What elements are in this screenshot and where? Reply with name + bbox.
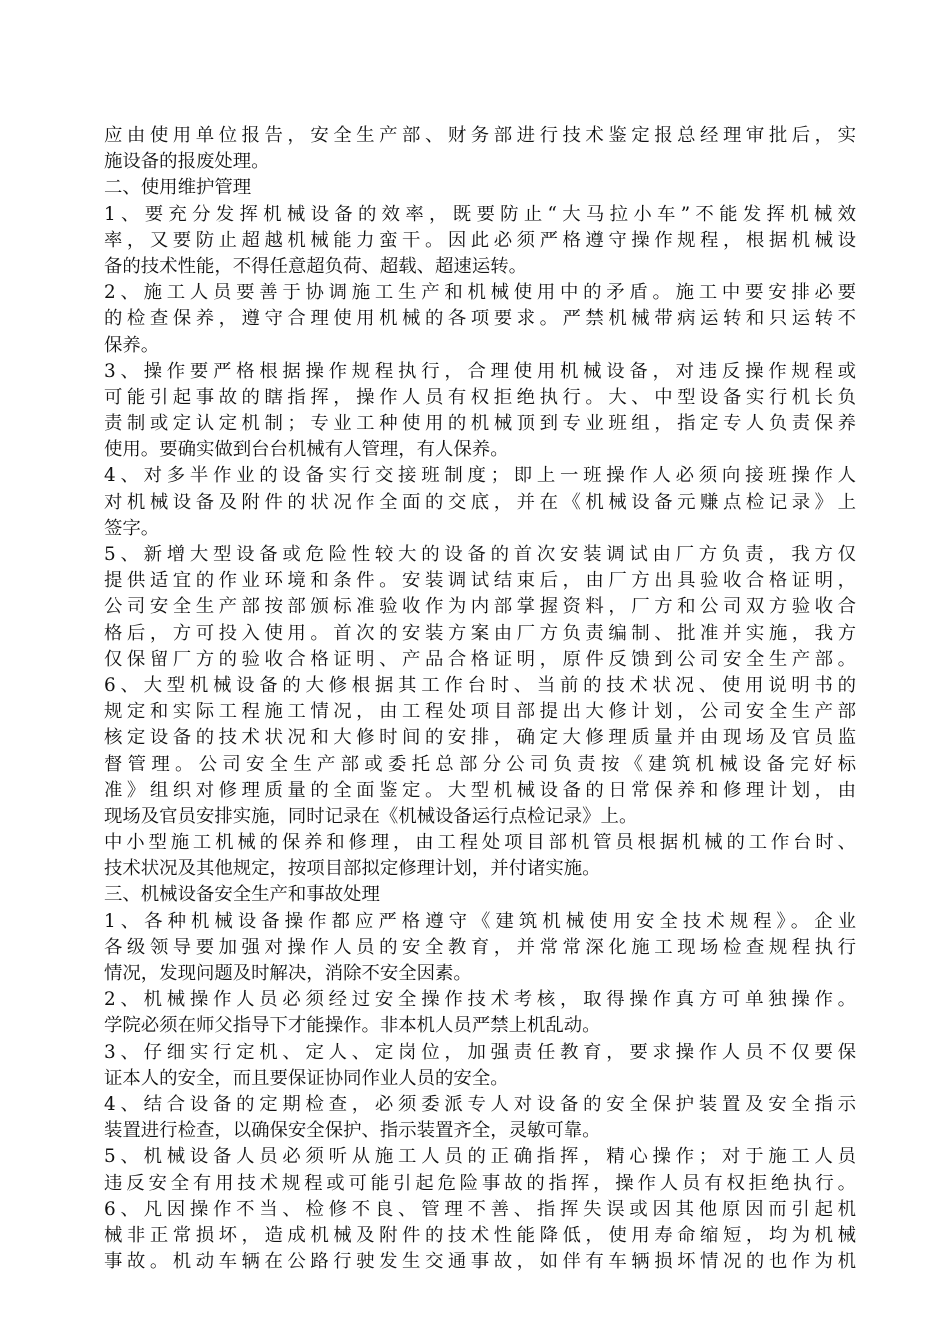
- text-line: 提供适宜的作业环境和条件。安装调试结束后，由厂方出具验收合格证明，: [104, 570, 856, 592]
- text-line: 使用。要确实做到台台机械有人管理，有人保养。: [104, 439, 509, 461]
- text-line: 6、凡因操作不当、检修不良、管理不善、指挥失误或因其他原因而引起机: [104, 1198, 856, 1220]
- text-line: 各级领导要加强对操作人员的安全教育，并常常深化施工现场检查规程执行: [104, 936, 856, 958]
- text-line: 情况，发现问题及时解决，消除不安全因素。: [104, 963, 472, 984]
- text-line: 应由使用单位报告，安全生产部、财务部进行技术鉴定报总经理审批后，实: [104, 125, 856, 146]
- text-line: 仅保留厂方的验收合格证明、产品合格证明，原件反馈到公司安全生产部。: [104, 648, 856, 670]
- text-line: 4、结合设备的定期检查，必须委派专人对设备的安全保护装置及安全指示: [104, 1093, 856, 1115]
- text-line: 4、对多半作业的设备实行交接班制度；即上一班操作人必须向接班操作人: [104, 465, 856, 487]
- text-line: 三、机械设备安全生产和事故处理: [104, 884, 380, 906]
- text-line: 二、使用维护管理: [104, 177, 252, 199]
- text-line: 违反安全有用技术规程或可能引起危险事故的指挥，操作人员有权拒绝执行。: [104, 1172, 856, 1194]
- text-line: 公司安全生产部按部颁标准验收作为内部掌握资料，厂方和公司双方验收合: [104, 596, 856, 618]
- text-line: 规定和实际工程施工情况，由工程处项目部提出大修计划，公司安全生产部: [104, 701, 856, 723]
- text-line: 5、新增大型设备或危险性较大的设备的首次安装调试由厂方负责，我方仅: [104, 544, 856, 565]
- text-line: 对机械设备及附件的状况作全面的交底，并在《机械设备元赚点检记录》上: [104, 491, 856, 513]
- text-line: 保养。: [104, 334, 160, 356]
- text-line: 率，又要防止超越机械能力蛮干。因此必须严格遵守操作规程，根据机械设: [104, 229, 856, 251]
- text-line: 装置进行检查，以确保安全保护、指示装置齐全，灵敏可靠。: [104, 1120, 601, 1142]
- text-line: 5、机械设备人员必须听从施工人员的正确指挥，精心操作；对于施工人员: [104, 1146, 856, 1168]
- text-line: 6、大型机械设备的大修根据其工作台时、当前的技术状况、使用说明书的: [104, 674, 856, 696]
- text-line: 备的技术性能，不得任意超负荷、超载、超速运转。: [104, 255, 527, 277]
- text-line: 2、施工人员要善于协调施工生产和机械使用中的矛盾。施工中要安排必要: [104, 282, 856, 304]
- text-line: 中小型施工机械的保养和修理，由工程处项目部机管员根据机械的工作台时、: [104, 832, 856, 854]
- text-line: 责制或定认定机制；专业工种使用的机械顶到专业班组，指定专人负责保养: [104, 413, 856, 435]
- text-line: 3、仔细实行定机、定人、定岗位，加强责任教育，要求操作人员不仅要保: [104, 1041, 856, 1063]
- text-line: 可能引起事故的瞎指挥，操作人员有权拒绝执行。大、中型设备实行机长负: [104, 386, 856, 408]
- text-line: 事故。机动车辆在公路行驶发生交通事故，如伴有车辆损坏情况的也作为机: [104, 1251, 856, 1273]
- text-line: 的检查保养，遵守合理使用机械的各项要求。严禁机械带病运转和只运转不: [104, 308, 856, 330]
- text-line: 1、要充分发挥机械设备的效率，既要防止“大马拉小车”不能发挥机械效: [104, 203, 856, 225]
- text-line: 1、各种机械设备操作都应严格遵守《建筑机械使用安全技术规程》。企业: [104, 910, 856, 932]
- text-line: 技术状况及其他规定，按项目部拟定修理计划，并付诸实施。: [104, 858, 601, 880]
- text-line: 施设备的报废处理。: [104, 151, 270, 173]
- text-line: 签字。: [104, 517, 160, 539]
- text-line: 2、机械操作人员必须经过安全操作技术考核，取得操作真方可单独操作。: [104, 989, 856, 1011]
- text-line: 证本人的安全，而且要保证协同作业人员的安全。: [104, 1067, 509, 1089]
- document-body: [104, 123, 856, 1275]
- text-line: 械非正常损坏，造成机械及附件的技术性能降低，使用寿命缩短，均为机械: [104, 1224, 856, 1246]
- text-line: 督管理。公司安全生产部或委托总部分公司负责按《建筑机械设备完好标: [104, 753, 856, 775]
- text-line: 学院必须在师父指导下才能操作。非本机人员严禁上机乱动。: [104, 1015, 601, 1037]
- text-line: 现场及官员安排实施，同时记录在《机械设备运行点检记录》上。: [104, 805, 638, 827]
- text-line: 3、操作要严格根据操作规程执行，合理使用机械设备，对违反操作规程或: [104, 360, 856, 382]
- text-line: 准》组织对修理质量的全面鉴定。大型机械设备的日常保养和修理计划，由: [104, 779, 856, 801]
- text-line: 格后，方可投入使用。首次的安装方案由厂方负责编制、批准并实施，我方: [104, 622, 856, 644]
- text-line: 核定设备的技术状况和大修时间的安排，确定大修理质量并由现场及官员监: [104, 727, 856, 749]
